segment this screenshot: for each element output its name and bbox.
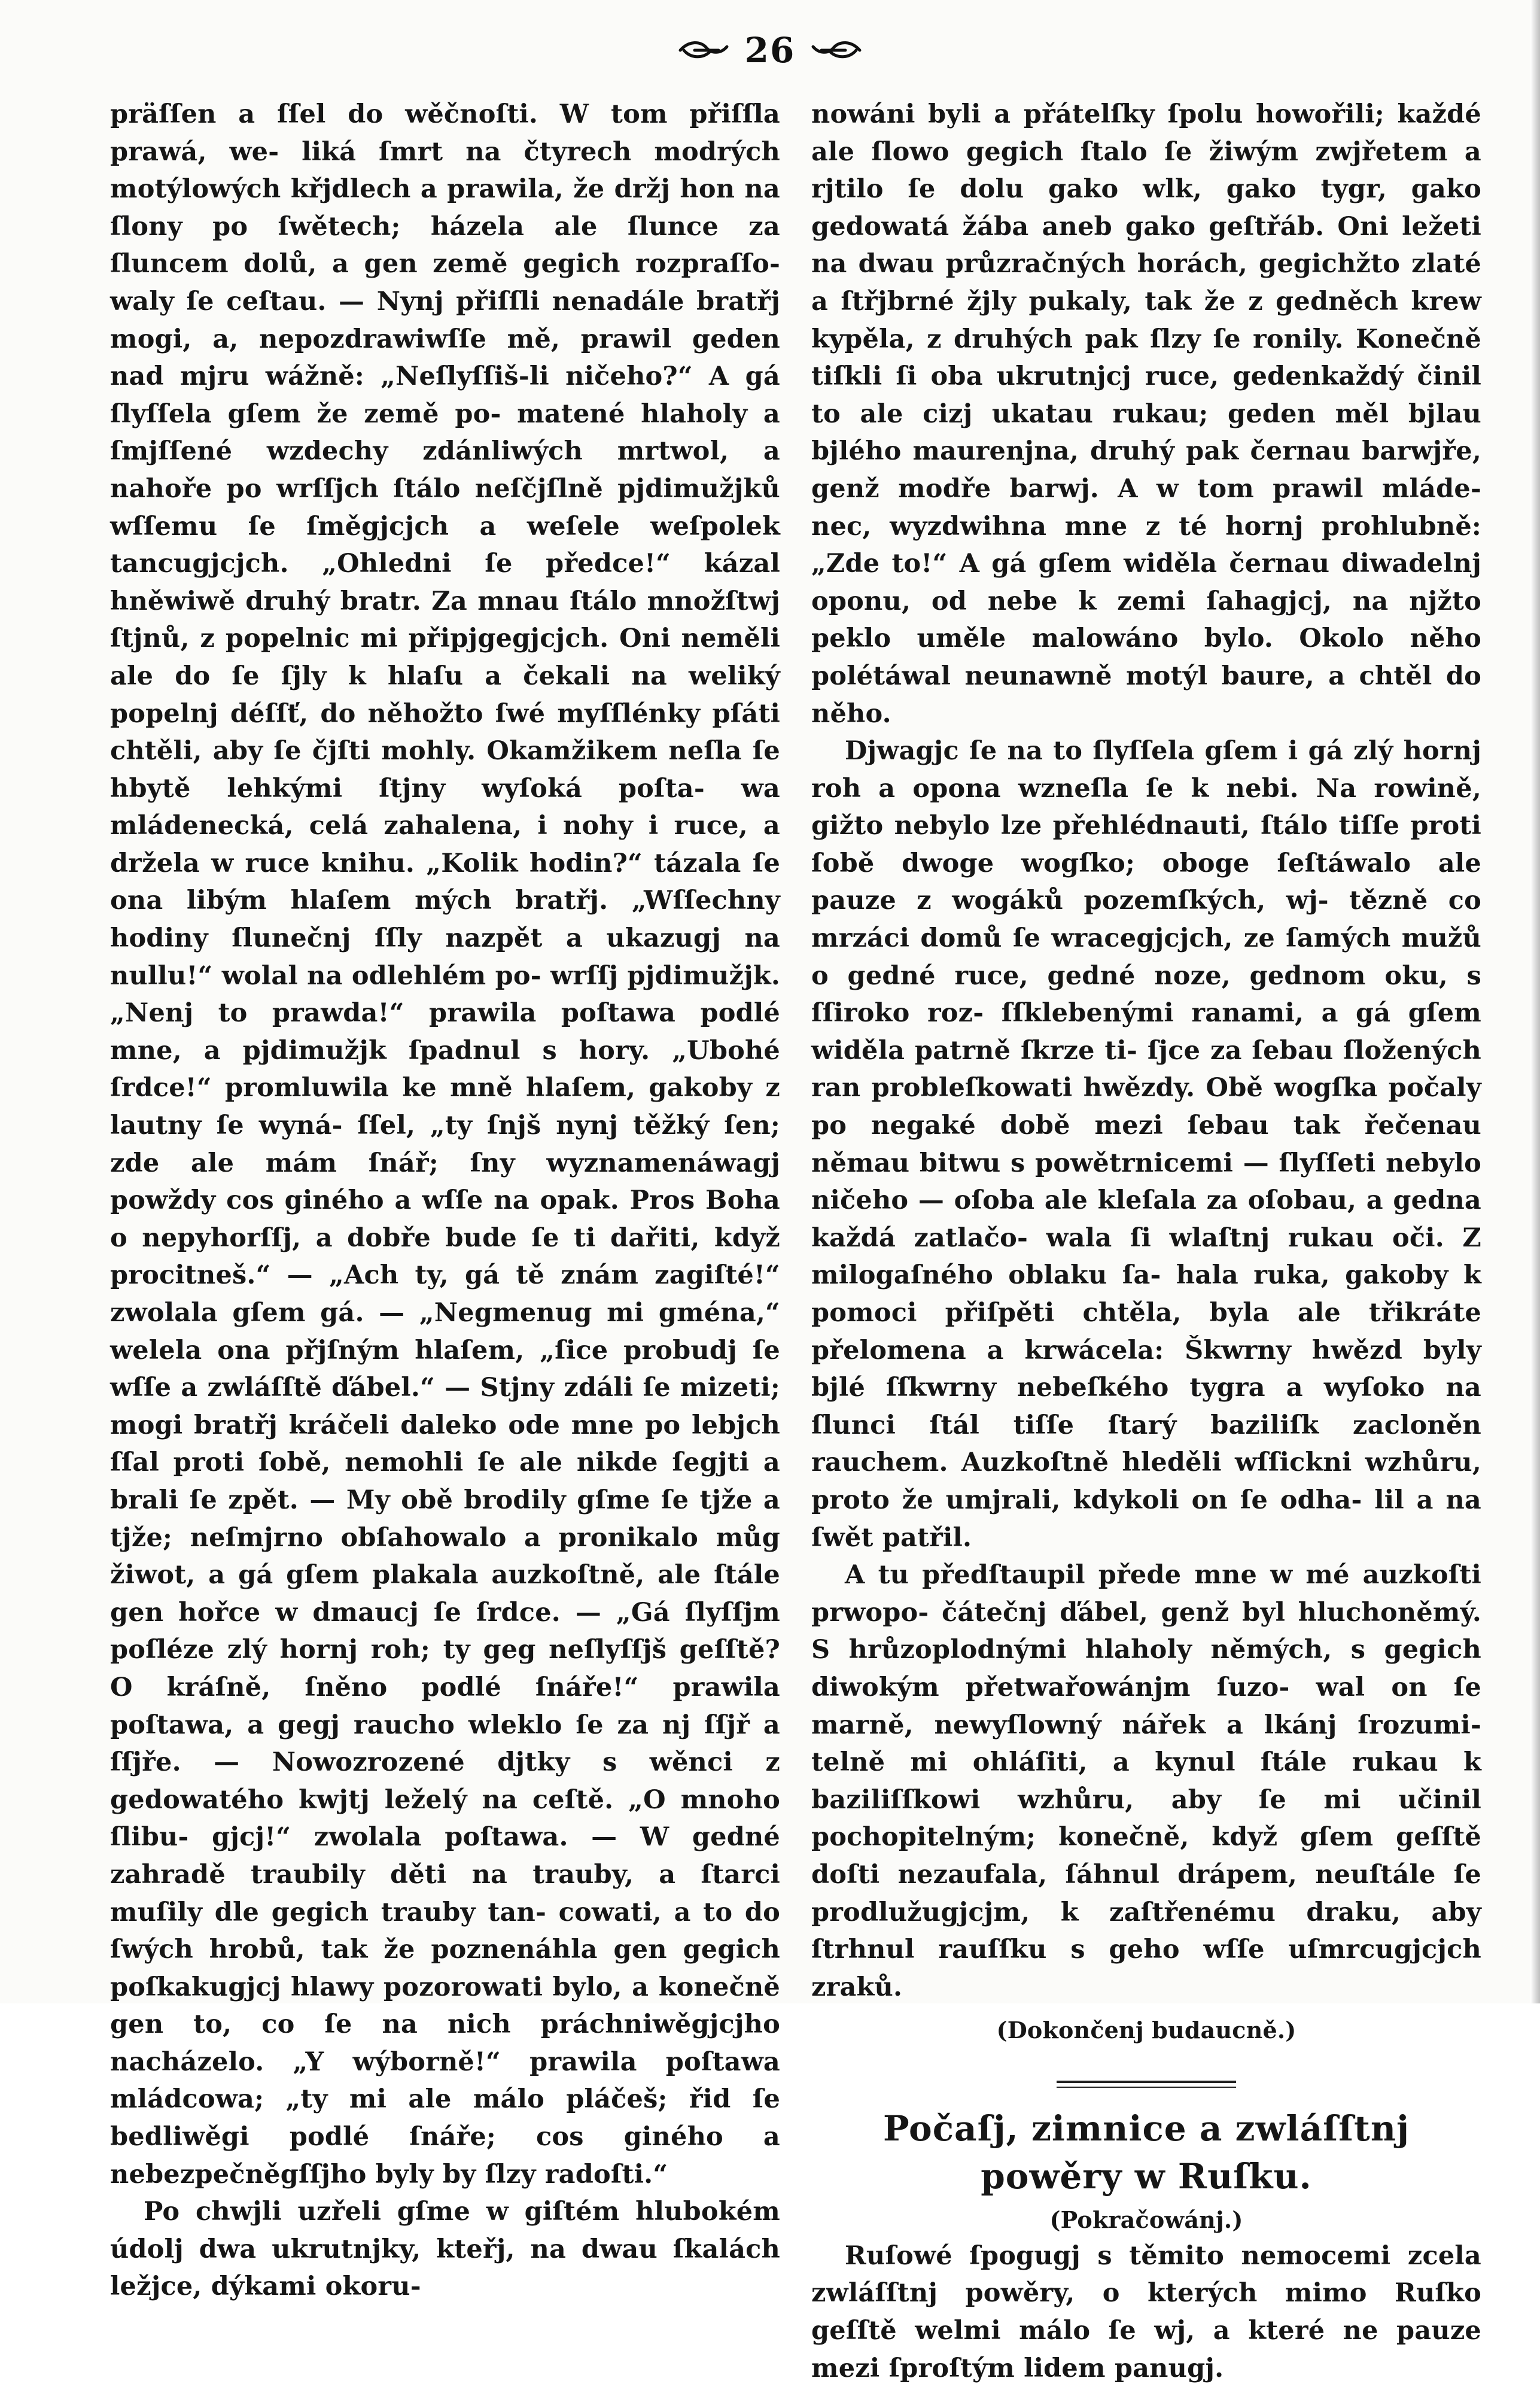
right-paragraph-2: Djwagjc ſe na to ſlyſſela gſem i gá zlý hornj roh a opona wzneſla ſe k nebi. Na rowině, gižto nebylo lze přehlédnauti, ſtálo tiſſe proti ſobě dwoge wogſko; oboge ſeſtáwalo ale pauze z wogáků pozemſkých, wj- tězně co mrzáci domů ſe wracegjcjch, ze ſamých mužů o gedné ruce, gedné noze, gednom oku, s ſſiroko roz- ſſklebenými ranami, a gá gſem widěla patrně ſkrze ti- ſjce za ſebau ſložených ran probleſkowati hwězdy. Obě wogſka počaly po negaké době mezi ſebau tak řečenau němau bitwu s powětrnicemi — ſlyſſeti nebylo ničeho — oſoba ale kleſala za oſobau, a gedna každá zatlačo- wala ſi wlaſtnj rukau oči. Z milogaſného oblaku ſa- hala ruka, gakoby k pomoci přiſpěti chtěla, byla ale třikráte přelomena a krwácela: Škwrny hwězd byly bjlé ſſkwrny nebeſkého tygra a wyſoko na ſlunci ſtál tiſſe ſtarý baziliſk zacloněn rauchem. Auzkoſtně hleděli wſſickni wzhůru, proto že umjrali, kdykoli on ſe odha- lil a na ſwět patřil.: [811, 736, 1481, 1553]
article-title: Počaſj, zimnice a zwláſſtnj powěry w Ruſku.: [882, 2108, 1410, 2197]
section-divider: [1057, 2081, 1236, 2088]
to-be-continued-note: (Dokončenj budaucně.): [996, 2017, 1296, 2044]
article-subtitle: (Pokračowánj.): [1049, 2206, 1243, 2233]
right-ornament-icon: [809, 38, 863, 62]
page-edge-shadow: [1530, 0, 1540, 2003]
page-number-group: [677, 30, 864, 71]
right-paragraph-3: A tu předſtaupil přede mne w mé auzkoſti prwopo- čátečnj ďábel, genž byl hluchoněmý. S hrůzoplodnými hlaholy němých, s gegich diwokým přetwařowánjm ſuzo- wal on ſe marně, newyſlowný nářek a lkánj ſrozumi- telně mi ohláſiti, a kynul ſtále rukau k baziliſſkowi wzhůru, aby ſe mi učinil pochopitelným; konečně, když gſem geſſtě doſti nezaufala, ſáhnul drápem, neuſtále ſe prodlužugjcjm, k zaſtřenému draku, aby ſtrhnul rauſſku s geho wſſe uſmrcugjcjch zraků.: [811, 1560, 1481, 2002]
left-column: [110, 96, 780, 2306]
left-paragraph-1: präſſen a ſſel do wěčnoſti. W tom přiſſla prawá, we- liká ſmrt na čtyrech modrých motýlowých křjdlech a prawila, že držj hon na ſlony po ſwětech; házela ale ſlunce za ſluncem dolů, a gen země gegich rozpraſſo- waly ſe ceſtau. — Nynj přiſſli nenadále bratřj mogi, a, nepozdrawiwſſe mě, prawil geden nad mjru wážně: „Neſlyſſiš-li ničeho?“ A gá ſlyſſela gſem že země po- matené hlaholy a ſmjſſené wzdechy zdánliwých mrtwol, a nahoře po wrſſjch ſtálo neſčjſlně pjdimužjků wſſemu ſe ſměgjcjch a weſele weſpolek tancugjcjch. „Ohledni ſe předce!“ kázal hněwiwě druhý bratr. Za mnau ſtálo množſtwj ſtjnů, z popelnic mi připjgegjcjch. Oni neměli ale do ſe ſjly k hlaſu a čekali na weliký popelnj déſſť, do něhožto ſwé myſſlénky pſáti chtěli, aby ſe čjſti mohly. Okamžikem neſla ſe hbytě lehkými ſtjny wyſoká poſta- wa mládenecká, celá zahalena, i nohy i ruce, a držela w ruce knihu. „Kolik hodin?“ tázala ſe ona libým hlaſem mých bratřj. „Wſſechny hodiny ſlunečnj ſſly nazpět a ukazugj na nullu!“ wolal na odlehlém po- wrſſj pjdimužjk. „Nenj to prawda!“ prawila poſtawa podlé mne, a pjdimužjk ſpadnul s hory. „Ubohé ſrdce!“ promluwila ke mně hlaſem, gakoby z lautny ſe wyná- ſſel, „ty ſnjš nynj těžký ſen; zde ale mám ſnář; ſny wyznamenáwagj powždy cos giného a wſſe na opak. Pros Boha o nepyhorſſj, a dobře bude ſe ti dařiti, když procitneš.“ — „Ach ty, gá tě znám zagiſté!“ zwolala gſem gá. — „Negmenug mi gména,“ welela ona přjſným hlaſem, „ſice probudj ſe wſſe a zwláſſtě ďábel.“ — Stjny zdáli ſe mizeti; mogi bratřj kráčeli daleko ode mne po lebjch ſſal proti ſobě, nemohli ſe ale nikde ſegjti a brali ſe zpět. — My obě brodily gſme ſe tjže a tjže; neſmjrno obſahowalo a pronikalo můg žiwot, a gá gſem plakala auzkoſtně, ale ſtále gen hořce w dmaucj ſe ſrdce. — „Gá ſlyſſjm poſléze zlý hornj roh; ty geg neſlyſſjš geſſtě? O kráſně, ſněno podlé ſnáře!“ prawila poſtawa, a gegj raucho wleklo ſe za nj ſſjř a ſſjře. — Nowozrozené djtky s wěnci z gedowatého kwjtj leželý na ceſtě. „O mnoho ſlibu- gjcj!“ zwolala poſtawa. — W gedné zahradě traubily děti na trauby, a ſtarci muſily dle gegich trauby tan- cowati, a to do ſwých hrobů, tak že poznenáhla gen gegich poſkakugjcj hlawy pozorowati bylo, a konečně gen to, co ſe na nich práchniwěgjcjho nacházelo. „Y wýborně!“ prawila poſtawa mládcowa; „ty mi ale málo pláčeš; řid ſe bedliwěgi podlé ſnáře; cos giného a nebezpečněgſſjho byly by ſlzy radoſti.“: [110, 99, 780, 2190]
left-ornament-icon: [677, 38, 731, 62]
divider-line-thick: [1057, 2081, 1236, 2083]
right-paragraph-1: nowáni byli a přátelſky ſpolu howořili; každé ale ſlowo gegich ſtalo ſe žiwým zwjřetem a rjtilo ſe dolu gako wlk, gako tygr, gako gedowatá žába aneb gako geſtřáb. Oni ležeti na dwau průzračných horách, gegichžto zlaté a ſtřjbrné žjly pukaly, tak že z gedněch krew kypěla, z druhých pak ſlzy ſe ronily. Konečně tiſkli ſi oba ukrutnjcj ruce, gedenkaždý činil to ale cizj ukatau rukau; geden měl bjlau bjlého maurenjna, druhý pak černau barwjře, genž modře barwj. A w tom prawil mláde- nec, wyzdwihna mne z té hornj prohlubně: „Zde to!“ A gá gſem widěla černau diwadelnj oponu, od nebe k zemi ſahagjcj, na njžto peklo uměle malowáno bylo. Okolo něho polétáwal neunawně motýl baure, a chtěl do něho.: [811, 99, 1481, 729]
divider-line-thin: [1057, 2087, 1236, 2088]
right-column: [811, 96, 1481, 2387]
left-paragraph-2: Po chwjli uzřeli gſme w giſtém hlubokém údolj dwa ukrutnjky, kteřj, na dwau ſkalách ležjce, dýkami okoru-: [110, 2197, 780, 2302]
page-header: [0, 30, 1540, 71]
article-paragraph: Ruſowé ſpogugj s těmito nemocemi zcela zwláſſtnj powěry, o kterých mimo Ruſko geſſtě welmi málo ſe wj, a které ne pauze mezi ſproſtým lidem panugj.: [811, 2240, 1481, 2383]
page-number: 26: [744, 30, 796, 71]
